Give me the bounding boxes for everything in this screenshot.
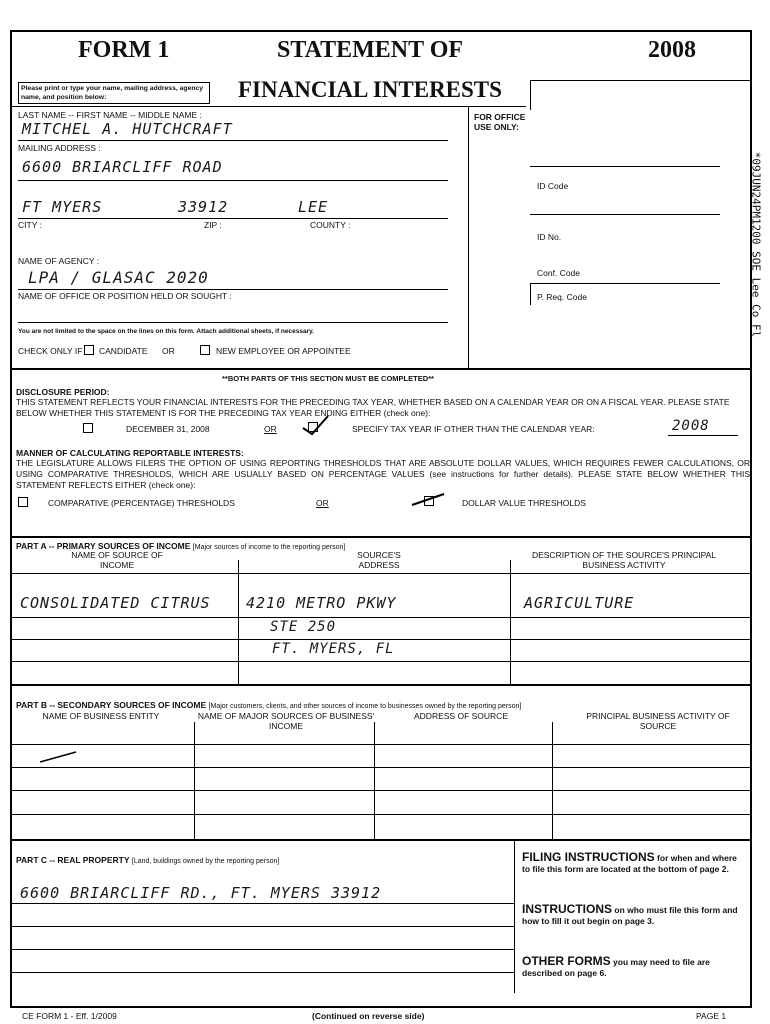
check-only-label: CHECK ONLY IF [18, 346, 83, 356]
zip-value[interactable]: 33912 [178, 198, 229, 216]
part-b-subheading: [Major customers, clients, and other sources of income to businesses owned by the reporting person] [208, 703, 522, 710]
filing-instructions-title: FILING INSTRUCTIONS [522, 850, 655, 864]
part-a-col1: NAME OF SOURCE OF INCOME [71, 550, 163, 570]
new-employee-checkbox[interactable] [200, 345, 210, 355]
part-c-title: PART C -- REAL PROPERTY [16, 855, 130, 865]
period-text: THIS STATEMENT REFLECTS YOUR FINANCIAL INTERESTS FOR THE PRECEDING TAX YEAR, WHETHER BASED ON A CALENDAR YEAR OR ON A FISCAL YEAR. PLEASE STATE BELOW WHETHER THIS STATEMENT IS FOR THE PRECEDING TAX YEAR ENDING EITHER (check one): [16, 397, 730, 418]
form-year: 2008 [648, 37, 696, 63]
comparative-checkbox[interactable] [18, 497, 28, 507]
period-or: OR [264, 424, 277, 434]
instructions-text: on who must file this form and how to fill it out begin on page 3. [522, 905, 738, 926]
agency-label: NAME OF AGENCY : [18, 256, 100, 266]
footer-continued: (Continued on reverse side) [312, 1011, 425, 1021]
office-label: NAME OF OFFICE OR POSITION HELD OR SOUGHT : [18, 291, 232, 301]
office-id-no: ID No. [537, 232, 562, 242]
part-b-col2: NAME OF MAJOR SOURCES OF BUSINESS' INCOME [197, 711, 375, 731]
office-p-req-code: P. Req. Code [537, 292, 587, 302]
print-note: Please print or type your name, mailing address, agency name, and position below: [18, 82, 210, 104]
comparative-option: COMPARATIVE (PERCENTAGE) THRESHOLDS [48, 498, 235, 508]
form-label: FORM 1 [78, 37, 170, 63]
part-a-subheading: [Major sources of income to the reporting person] [192, 544, 346, 551]
part-b-col4: PRINCIPAL BUSINESS ACTIVITY OF SOURCE [586, 711, 730, 731]
other-forms-title: OTHER FORMS [522, 954, 611, 968]
agency-value[interactable]: LPA / GLASAC 2020 [28, 268, 209, 287]
office-use-label: FOR OFFICE USE ONLY: [474, 112, 526, 132]
footer-form-id: CE FORM 1 - Eff. 1/2009 [22, 1011, 117, 1021]
candidate-checkbox[interactable] [84, 345, 94, 355]
part-b-title: PART B -- SECONDARY SOURCES OF INCOME [16, 700, 207, 710]
other-forms-note [522, 956, 746, 979]
city-value[interactable]: FT MYERS [22, 198, 103, 216]
name-label: LAST NAME -- FIRST NAME -- MIDDLE NAME : [18, 110, 202, 120]
both-parts-note: **BOTH PARTS OF THIS SECTION MUST BE COMPLETED** [222, 374, 434, 383]
part-a-source-name[interactable]: CONSOLIDATED CITRUS [20, 594, 211, 612]
part-a-address-line1[interactable]: 4210 METRO PKWY [246, 594, 397, 612]
part-c-subheading: [Land, buildings owned by the reporting person] [131, 858, 280, 865]
filing-instructions [522, 852, 746, 875]
new-employee-label: NEW EMPLOYEE OR APPOINTEE [216, 346, 351, 356]
dollar-option: DOLLAR VALUE THRESHOLDS [462, 498, 586, 508]
part-c-property[interactable]: 6600 BRIARCLIFF RD., FT. MYERS 33912 [20, 884, 382, 902]
candidate-label: CANDIDATE [99, 346, 148, 356]
dollar-check-mark [410, 492, 446, 508]
part-a-col2: SOURCE'S ADDRESS [357, 550, 401, 570]
part-b-dash-mark [38, 750, 78, 764]
part-a-activity[interactable]: AGRICULTURE [524, 594, 635, 612]
part-b-heading [16, 700, 521, 710]
office-stamp: *09JUN24PM1200 SOE Lee Co Fl [749, 151, 763, 338]
filing-instructions-text: for when and where to file this form are located at the bottom of page 2. [522, 853, 737, 874]
other-forms-text: you may need to file are described on page 6. [522, 957, 710, 978]
not-limited-note: You are not limited to the space on the lines on this form. Attach additional sheets, if necessary. [18, 328, 315, 335]
december-checkbox[interactable] [83, 423, 93, 433]
part-b-col3: ADDRESS OF SOURCE [414, 711, 508, 721]
manner-or: OR [316, 498, 329, 508]
period-heading: DISCLOSURE PERIOD: [16, 387, 110, 397]
title-line2: FINANCIAL INTERESTS [238, 77, 502, 102]
office-conf-code: Conf. Code [537, 268, 580, 278]
county-label: COUNTY : [310, 220, 351, 230]
december-option: DECEMBER 31, 2008 [126, 424, 210, 434]
part-a-title: PART A -- PRIMARY SOURCES OF INCOME [16, 541, 191, 551]
name-value[interactable]: MITCHEL A. HUTCHCRAFT [22, 120, 233, 138]
part-c-heading [16, 855, 279, 865]
instructions-note [522, 904, 746, 927]
manner-text: THE LEGISLATURE ALLOWS FILERS THE OPTION OF USING REPORTING THRESHOLDS THAT ARE ABSOLUTE DOLLAR VALUES, WHICH REQUIRES FEWER CALCULATIONS, OR USING COMPARATIVE THRESHOLDS, WHICH ARE USUALLY BASED ON PERCENTAGE VALUES (see instructions for further details). PLEASE STATE BELOW WHETHER THIS STATEMENT REFLECTS EITHER (check one): [16, 458, 750, 490]
office-id-code: ID Code [537, 181, 569, 191]
city-label: CITY : [18, 220, 42, 230]
specified-year[interactable]: 2008 [672, 418, 710, 434]
part-b-col1: NAME OF BUSINESS ENTITY [42, 711, 160, 721]
part-a-address-line2[interactable]: STE 250 [270, 619, 337, 635]
title-line1: STATEMENT OF [277, 37, 464, 63]
specify-check-mark [300, 414, 330, 436]
mailing-label: MAILING ADDRESS : [18, 143, 101, 153]
county-value[interactable]: LEE [298, 198, 329, 216]
part-a-address-line3[interactable]: FT. MYERS, FL [272, 641, 395, 657]
manner-heading: MANNER OF CALCULATING REPORTABLE INTERESTS: [16, 448, 244, 458]
or-label: OR [162, 346, 175, 356]
part-a-col3: DESCRIPTION OF THE SOURCE'S PRINCIPAL BUSINESS ACTIVITY [531, 550, 717, 570]
footer-page: PAGE 1 [696, 1011, 727, 1021]
zip-label: ZIP : [204, 220, 222, 230]
instructions-title: INSTRUCTIONS [522, 902, 612, 916]
mailing-value[interactable]: 6600 BRIARCLIFF ROAD [22, 158, 223, 176]
specify-label: SPECIFY TAX YEAR IF OTHER THAN THE CALENDAR YEAR: [352, 424, 595, 434]
